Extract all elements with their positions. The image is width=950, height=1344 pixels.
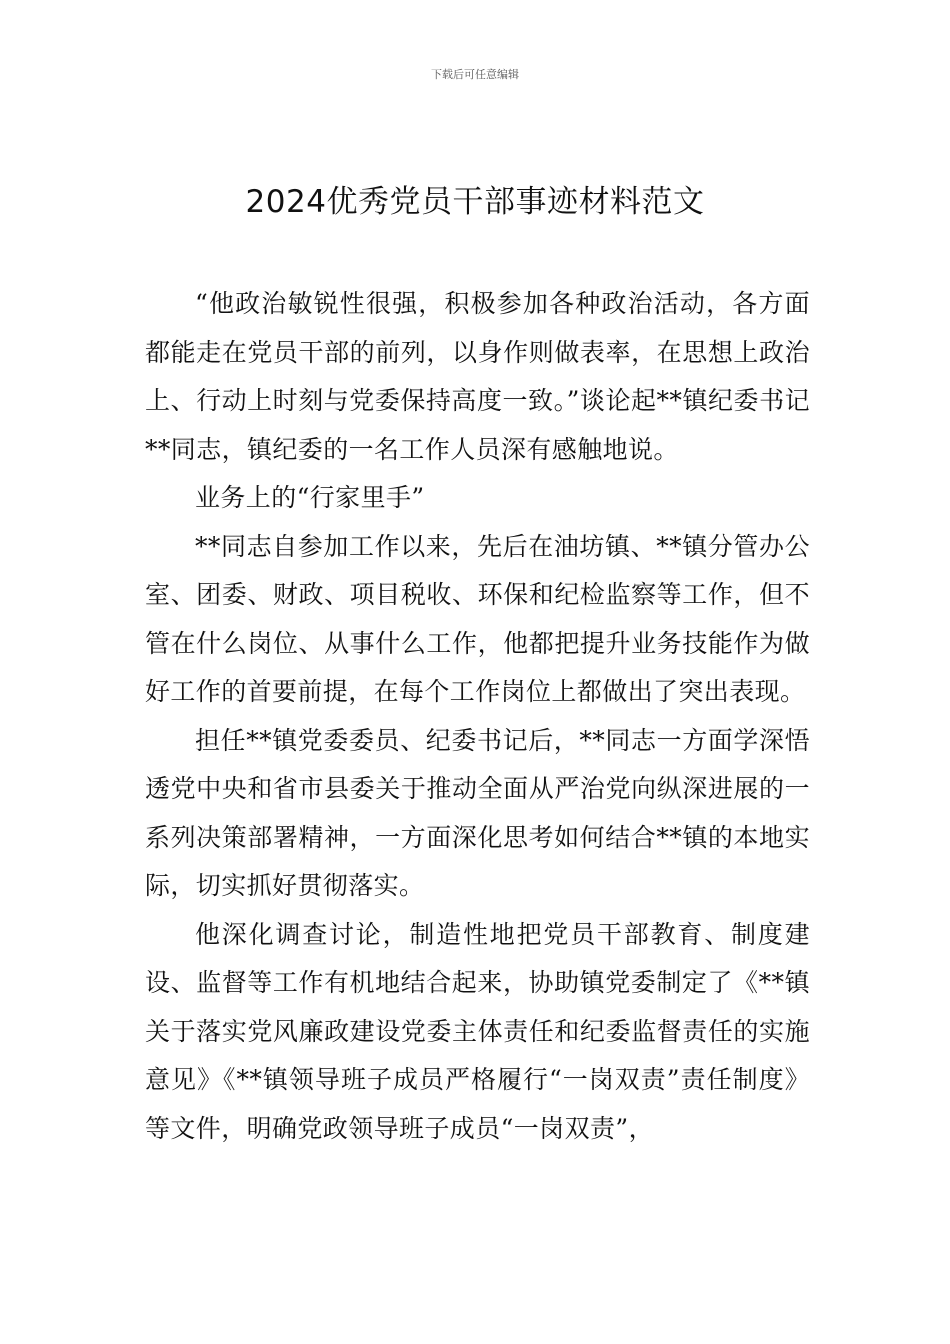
- body-paragraph: “他政治敏锐性很强，积极参加各种政治活动，各方面都能走在党员干部的前列，以身作则做表率，在思想上政治上、行动上时刻与党委保持高度一致。”谈论起**镇纪委书记**同志，镇纪委的一名工作人员深有感触地说。: [145, 289, 810, 464]
- body-paragraph: 他深化调查讨论，制造性地把党员干部教育、制度建设、监督等工作有机地结合起来，协助镇党委制定了《**镇关于落实党风廉政建设党委主体责任和纪委监督责任的实施意见》《**镇领导班子成员严格履行“一岗双责”责任制度》等文件，明确党政领导班子成员“一岗双责”，: [145, 919, 810, 1143]
- body-paragraph: **同志自参加工作以来，先后在油坊镇、**镇分管办公室、团委、财政、项目税收、环保和纪检监察等工作，但不管在什么岗位、从事什么工作，他都把提升业务技能作为做好工作的首要前提，在每个工作岗位上都做出了突出表现。: [145, 531, 810, 706]
- document-body: [145, 280, 810, 1153]
- body-paragraph: 担任**镇党委委员、纪委书记后，**同志一方面学深悟透党中央和省市县委关于推动全面从严治党向纵深进展的一系列决策部署精神，一方面深化思考如何结合**镇的本地实际，切实抓好贯彻落实。: [145, 725, 810, 900]
- page-header-note: 下载后可任意编辑: [431, 68, 519, 81]
- document-title: 2024优秀党员干部事迹材料范文: [245, 184, 705, 220]
- section-heading: 业务上的“行家里手”: [195, 483, 425, 512]
